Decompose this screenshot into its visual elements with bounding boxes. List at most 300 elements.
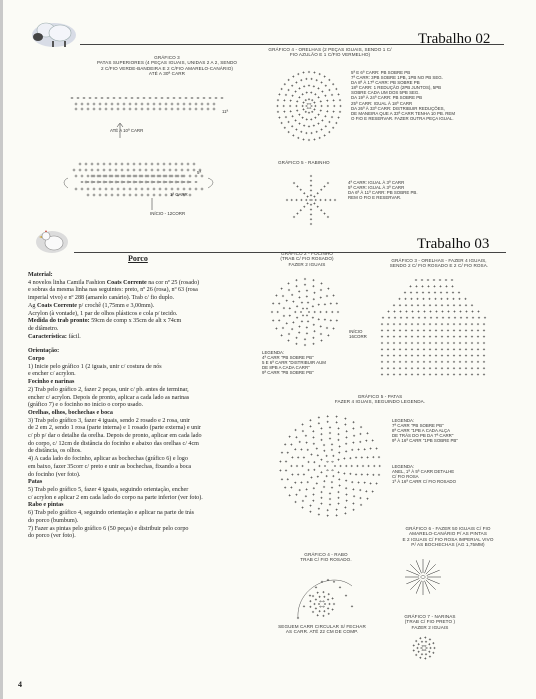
stitch-plus — [337, 427, 339, 429]
stitch-plus — [399, 329, 401, 331]
stitch-plus — [333, 105, 335, 107]
stitch-plus — [73, 169, 76, 172]
t3-g3-inicio: INÍCIO 16CORR — [349, 329, 367, 340]
stitch-plus — [381, 323, 383, 325]
stitch-plus — [320, 433, 322, 435]
stitch-plus — [326, 295, 328, 297]
stitch-plus — [399, 342, 401, 344]
stitch-plus — [304, 278, 306, 280]
stitch-plus — [319, 596, 321, 598]
stitch-plus — [329, 426, 331, 428]
stitch-plus — [422, 298, 424, 300]
stitch-plus — [441, 355, 443, 357]
stitch-plus — [318, 465, 320, 467]
stitch-plus — [302, 102, 304, 104]
stitch-chain — [309, 103, 311, 104]
stitch-plus — [321, 128, 323, 130]
stitch-plus — [331, 487, 333, 489]
stitch-plus — [322, 615, 324, 617]
patas-label: Patas — [28, 479, 43, 486]
stitch-plus — [405, 367, 407, 369]
stitch-plus — [338, 117, 340, 119]
stitch-plus — [405, 304, 407, 306]
stitch-plus — [477, 310, 479, 312]
stitch-plus — [323, 450, 325, 452]
stitch-plus — [332, 127, 334, 129]
stitch-chain — [422, 650, 424, 651]
stitch-plus — [345, 450, 347, 452]
stitch-plus — [370, 482, 372, 484]
stitch-plus — [310, 180, 312, 182]
stitch-plus — [321, 81, 323, 83]
stitch-plus — [201, 103, 204, 106]
stitch-plus — [292, 115, 294, 117]
stitch-plus — [115, 169, 118, 172]
stitch-plus — [317, 614, 319, 616]
stitch-plus — [281, 288, 283, 290]
stitch-plus — [306, 290, 308, 292]
stitch-plus — [296, 199, 298, 201]
stitch-plus — [302, 93, 304, 95]
stitch-plus — [316, 79, 318, 81]
feature-line: Característica: fácil. — [28, 333, 81, 340]
stitch-plus — [349, 473, 351, 475]
stitch-plus — [278, 117, 280, 119]
stitch-plus — [314, 93, 316, 95]
stitch-plus — [306, 332, 308, 334]
stitch-plus — [393, 342, 395, 344]
stitch-plus — [307, 481, 309, 483]
stitch-plus — [313, 85, 315, 87]
stitch-plus — [300, 131, 302, 133]
stitch-plus — [329, 438, 331, 440]
stitch-plus — [410, 292, 412, 294]
stitch-plus — [135, 108, 138, 111]
stitch-plus — [281, 334, 283, 336]
stitch-plus — [471, 361, 473, 363]
stitch-plus — [320, 459, 322, 461]
stitch-plus — [477, 329, 479, 331]
stitch-chain — [433, 279, 435, 280]
stitch-plus — [81, 108, 84, 111]
stitch-plus — [306, 326, 308, 328]
stitch-plus — [135, 175, 138, 178]
stitch-plus — [292, 75, 294, 77]
stitch-plus — [447, 367, 449, 369]
stitch-plus — [320, 339, 322, 341]
stitch-plus — [376, 482, 378, 484]
stitch-plus — [286, 322, 288, 324]
stitch-plus — [405, 329, 407, 331]
stitch-plus — [302, 108, 304, 110]
stitch-chain — [445, 279, 447, 280]
stitch-plus — [304, 338, 306, 340]
stitch-plus — [471, 342, 473, 344]
stitch-plus — [344, 512, 346, 514]
stitch-plus — [320, 282, 322, 284]
stitch-plus — [381, 367, 383, 369]
stitch-plus — [404, 298, 406, 300]
stitch-plus — [459, 323, 461, 325]
stitch-plus — [357, 448, 359, 450]
stitch-plus — [323, 596, 325, 598]
stitch-plus — [429, 361, 431, 363]
stitch-plus — [187, 169, 190, 172]
stitch-plus — [435, 361, 437, 363]
stitch-plus — [304, 284, 306, 286]
stitch-plus — [325, 311, 327, 313]
stitch-plus — [381, 361, 383, 363]
t2-g3-label-ate10: ATÉ A 10ª CARR — [110, 128, 144, 133]
stitch-plus — [321, 105, 323, 107]
stitch-plus — [303, 456, 305, 458]
stitch-plus — [423, 336, 425, 338]
stitch-plus — [320, 311, 322, 313]
stitch-plus — [441, 336, 443, 338]
stitch-plus — [379, 465, 381, 467]
stitch-plus — [417, 373, 419, 375]
stitch-plus — [328, 613, 330, 615]
stitch-plus — [189, 175, 192, 178]
stitch-plus — [357, 481, 359, 483]
stitch-chain — [302, 315, 304, 316]
stitch-plus — [429, 355, 431, 357]
tail-arc — [298, 580, 352, 618]
stitch-plus — [458, 292, 460, 294]
stitch-plus — [331, 449, 333, 451]
stitch-plus — [153, 108, 156, 111]
stitch-plus — [165, 188, 168, 191]
stitch-plus — [465, 336, 467, 338]
stitch-plus — [406, 317, 408, 319]
stitch-plus — [393, 348, 395, 350]
stitch-plus — [326, 110, 328, 112]
stitch-plus — [465, 373, 467, 375]
stitch-chain — [191, 97, 193, 98]
stitch-plus — [289, 315, 291, 317]
stitch-plus — [415, 285, 417, 287]
stitch-plus — [309, 511, 311, 513]
stitch-chain — [195, 181, 197, 182]
petal-line — [406, 579, 419, 584]
stitch-plus — [465, 329, 467, 331]
stitch-plus — [446, 292, 448, 294]
stitch-plus — [99, 103, 102, 106]
stitch-plus — [381, 348, 383, 350]
stitch-plus — [153, 103, 156, 106]
stitch-plus — [307, 202, 309, 204]
stitch-plus — [429, 329, 431, 331]
page-edge-shadow — [0, 0, 3, 699]
stitch-plus — [313, 330, 315, 332]
stitch-plus — [307, 320, 309, 322]
stitch-plus — [295, 90, 297, 92]
t2-g5-notes: 4ª CARR: IGUAL À 3ª CARR 5ª CARR: IGUAL À 3ª CARR DA 6ª À 11ª CARR: PB SOBRE PB. REM O FIO E RESERVAR. — [348, 180, 418, 201]
stitch-plus — [335, 122, 337, 124]
t2-g3-label-1carr: 1ª CARR — [170, 192, 188, 197]
stitch-plus — [399, 336, 401, 338]
stitch-plus — [328, 131, 330, 133]
stitch-chain — [320, 606, 322, 607]
stitch-chain — [307, 103, 309, 104]
stitch-plus — [393, 367, 395, 369]
stitch-plus — [272, 302, 274, 304]
stitch-plus — [310, 476, 312, 478]
stitch-plus — [313, 469, 315, 471]
stitch-plus — [453, 361, 455, 363]
stitch-plus — [298, 331, 300, 333]
stitch-plus — [307, 196, 309, 198]
stitch-chain — [71, 97, 73, 98]
stitch-plus — [324, 95, 326, 97]
stitch-plus — [323, 610, 325, 612]
stitch-plus — [428, 643, 430, 645]
stitch-plus — [139, 169, 142, 172]
stitch-plus — [129, 194, 132, 197]
stitch-plus — [282, 327, 284, 329]
stitch-plus — [319, 73, 321, 75]
stitch-plus — [382, 317, 384, 319]
stitch-plus — [277, 311, 279, 313]
stitch-plus — [335, 88, 337, 90]
stitch-plus — [352, 427, 354, 429]
stitch-plus — [471, 367, 473, 369]
stitch-plus — [310, 218, 312, 220]
stitch-plus — [313, 603, 315, 605]
stitch-chain — [424, 645, 426, 646]
stitch-plus — [328, 79, 330, 81]
stitch-plus — [276, 105, 278, 107]
stitch-plus — [405, 323, 407, 325]
stitch-plus — [423, 342, 425, 344]
stitch-plus — [287, 282, 289, 284]
stitch-plus — [99, 194, 102, 197]
stitch-plus — [313, 202, 315, 204]
stitch-plus — [117, 194, 120, 197]
stitch-plus — [93, 188, 96, 191]
stitch-plus — [364, 482, 366, 484]
stitch-plus — [432, 652, 434, 654]
stitch-plus — [393, 329, 395, 331]
stitch-plus — [434, 298, 436, 300]
t3-g4-chart — [292, 568, 362, 624]
stitch-plus — [283, 99, 285, 101]
arc-left — [64, 178, 68, 188]
stitch-plus — [337, 433, 339, 435]
stitch-plus — [105, 108, 108, 111]
stitch-plus — [324, 134, 326, 136]
stitch-chain — [167, 97, 169, 98]
stitch-plus — [405, 342, 407, 344]
stitch-plus — [145, 163, 148, 166]
stitch-plus — [452, 298, 454, 300]
stitch-plus — [313, 298, 315, 300]
stitch-plus — [372, 439, 374, 441]
stitch-plus — [329, 498, 331, 500]
stitch-plus — [483, 342, 485, 344]
stitch-plus — [447, 323, 449, 325]
stitch-plus — [393, 310, 395, 312]
stitch-plus — [331, 443, 333, 445]
stitch-plus — [343, 457, 345, 459]
stitch-plus — [310, 92, 312, 94]
stitch-plus — [393, 304, 395, 306]
stitch-chain — [415, 279, 417, 280]
stitch-plus — [471, 323, 473, 325]
stitch-plus — [338, 452, 340, 454]
stitch-plus — [326, 455, 328, 457]
stitch-plus — [195, 108, 198, 111]
stitch-plus — [387, 355, 389, 357]
stitch-chain — [324, 465, 326, 466]
stitch-plus — [399, 310, 401, 312]
stitch-plus — [411, 336, 413, 338]
stitch-plus — [133, 169, 136, 172]
stitch-plus — [313, 102, 315, 104]
stitch-plus — [310, 209, 312, 211]
material-label: Material: — [28, 272, 53, 278]
stitch-plus — [311, 132, 313, 134]
stitch-plus — [177, 103, 180, 106]
stitch-chain — [309, 108, 311, 109]
stitch-plus — [484, 317, 486, 319]
stitch-plus — [366, 432, 368, 434]
stitch-plus — [458, 298, 460, 300]
material-line-needle: Ag Coats Corrente p/ crochê (1,75mm e 3,00mm). — [28, 302, 155, 309]
stitch-plus — [87, 194, 90, 197]
stitch-plus — [327, 334, 329, 336]
stitch-plus — [302, 117, 304, 119]
stitch-plus — [387, 329, 389, 331]
stitch-plus — [310, 175, 312, 177]
stitch-plus — [298, 96, 300, 98]
stitch-plus — [189, 103, 192, 106]
orient-label: Orientação: — [28, 348, 60, 355]
stitch-plus — [291, 294, 293, 296]
stitch-plus — [423, 310, 425, 312]
stitch-plus — [319, 137, 321, 139]
stitch-chain — [131, 97, 133, 98]
stitch-plus — [435, 304, 437, 306]
stitch-plus — [332, 327, 334, 329]
stitch-plus — [307, 302, 309, 304]
stitch-plus — [306, 442, 308, 444]
stitch-chain — [318, 603, 320, 604]
stitch-plus — [85, 163, 88, 166]
stitch-plus — [285, 116, 287, 118]
stitch-plus — [405, 336, 407, 338]
stitch-chain — [327, 461, 329, 462]
stitch-plus — [447, 336, 449, 338]
stitch-plus — [459, 367, 461, 369]
stitch-plus — [105, 194, 108, 197]
stitch-plus — [153, 188, 156, 191]
stitch-plus — [313, 108, 315, 110]
stitch-plus — [452, 292, 454, 294]
stitch-chain — [113, 97, 115, 98]
stitch-plus — [387, 361, 389, 363]
stitch-plus — [441, 361, 443, 363]
stitch-plus — [123, 175, 126, 178]
rabo-label: Rabo e pintas — [28, 502, 64, 509]
stitch-plus — [312, 500, 314, 502]
stitch-chain — [107, 97, 109, 98]
stitch-plus — [117, 108, 120, 111]
stitch-plus — [477, 355, 479, 357]
stitch-plus — [151, 169, 154, 172]
stitch-plus — [305, 111, 307, 113]
stitch-plus — [483, 348, 485, 350]
stitch-plus — [352, 442, 354, 444]
stitch-plus — [99, 175, 102, 178]
stitch-plus — [321, 90, 323, 92]
stitch-plus — [281, 452, 283, 454]
stitch-plus — [318, 96, 320, 98]
stitch-chain — [197, 97, 199, 98]
stitch-plus — [387, 323, 389, 325]
stitch-plus — [320, 497, 322, 499]
stitch-plus — [129, 188, 132, 191]
stitch-plus — [411, 361, 413, 363]
stitch-plus — [435, 336, 437, 338]
stitch-plus — [317, 192, 319, 194]
stitch-plus — [310, 189, 312, 191]
stitch-plus — [429, 367, 431, 369]
stitch-plus — [294, 482, 296, 484]
t2-g3-caption: GRÁFICO 3 PATAS SUPERIORES (4 PEÇAS IGUAIS, UNIDAS 2 A 2, SENDO 2 C/FIO VERDE-BANDEIRA E 2 C/FIO AMARELO-CANÁRIO) ATÉ A 30ª CARR — [96, 55, 238, 77]
stitch-plus — [300, 481, 302, 483]
stitch-plus — [435, 323, 437, 325]
stitch-plus — [332, 294, 334, 296]
stitch-plus — [454, 317, 456, 319]
stitch-plus — [345, 465, 347, 467]
stitch-chain — [421, 647, 423, 648]
stitch-plus — [139, 163, 142, 166]
stitch-plus — [316, 482, 318, 484]
stitch-plus — [433, 285, 435, 287]
stitch-plus — [387, 367, 389, 369]
stitch-plus — [159, 103, 162, 106]
stitch-plus — [332, 597, 334, 599]
stitch-plus — [325, 85, 327, 87]
stitch-plus — [411, 329, 413, 331]
stitch-plus — [285, 94, 287, 96]
stitch-plus — [296, 185, 298, 187]
stitch-chain — [307, 108, 309, 109]
stitch-plus — [453, 336, 455, 338]
stitch-plus — [320, 296, 322, 298]
stitch-plus — [121, 163, 124, 166]
stitch-plus — [159, 188, 162, 191]
stitch-plus — [135, 194, 138, 197]
stitch-plus — [117, 188, 120, 191]
stitch-plus — [91, 169, 94, 172]
stitch-plus — [400, 317, 402, 319]
stitch-plus — [311, 99, 313, 101]
stitch-plus — [299, 441, 301, 443]
stitch-plus — [418, 317, 420, 319]
stitch-plus — [419, 657, 421, 659]
stitch-chain — [173, 97, 175, 98]
stitch-plus — [87, 188, 90, 191]
stitch-plus — [93, 194, 96, 197]
stitch-plus — [287, 452, 289, 454]
stitch-plus — [294, 448, 296, 450]
stitch-plus — [471, 310, 473, 312]
stitch-plus — [309, 606, 311, 608]
stitch-plus — [388, 317, 390, 319]
stitch-plus — [292, 134, 294, 136]
